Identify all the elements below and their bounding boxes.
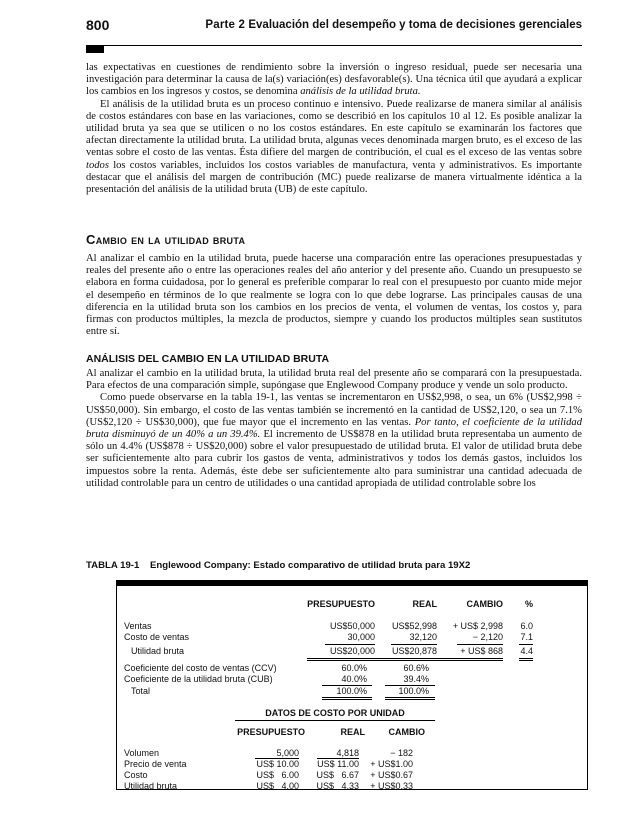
unit-volumen-presupuesto: 5,000 (276, 748, 299, 758)
subsection-heading: ANÁLISIS DEL CAMBIO EN LA UTILIDAD BRUTA (86, 353, 330, 365)
page-header (86, 17, 582, 43)
cell-cub-presupuesto: 40.0% (341, 674, 367, 684)
row-label-utilidad-bruta: Utilidad bruta (131, 646, 185, 656)
rule (385, 697, 435, 698)
rule (375, 660, 437, 661)
unit-header-real: REAL (340, 727, 365, 737)
col-header-real: REAL (412, 599, 437, 609)
unit-data-title: DATOS DE COSTO POR UNIDAD (265, 708, 405, 718)
term-italic: análisis de la utilidad bruta. (300, 86, 421, 98)
unit-precio-real: US$ 11.00 (317, 759, 359, 769)
unit-costo-presupuesto: US$ 6.00 (256, 770, 299, 780)
gross-profit-table (116, 580, 588, 790)
section-heading: Cambio en la utilidad bruta (86, 232, 246, 247)
rule (519, 644, 533, 645)
unit-costo-real: US$ 6.67 (316, 770, 359, 780)
unit-utilidad-cambio: + US$0.33 (370, 781, 413, 791)
row-label-total: Total (131, 686, 151, 696)
unit-row-label-utilidad: Utilidad bruta (124, 781, 178, 791)
row-label-ccv: Coeficiente del costo de ventas (CCV) (124, 663, 277, 673)
paragraph-5: Como puede observarse en la tabla 19-1, las ventas se incrementaron en US$2,998, o sea, un 6% (US$2,998 ÷ US$50,000). Sin embargo, el costo de las ventas también se incrementó en la cantidad de US$2,120, o sea un 7.1% (US$2,120 ÷ US$30,000), que fue mayor que el incremento en las ventas. Por tanto, el coeficiente de la utilidad bruta disminuyó de un 40% a un 39.4%. El incremento de US$878 en la utilidad bruta representaba un aumento de sólo un 4.4% (US$878 ÷ US$20,000) sobre el valor presupuestado de utilidad bruta. El valor de utilidad bruta debe ser suficientemente alto para cubrir los gastos de venta, administrativos y todos los demás gastos, incluidos los impuestos sobre la renta. Además, éste debe ser suficientemente alto para suministrar una cantidad adecuada de utilidad controlable para un centro de utilidades o una cantidad apropiada de utilidad controlable sobre los (86, 392, 583, 489)
page-number: 800 (86, 17, 110, 33)
header-rule (86, 45, 582, 46)
rule (519, 658, 533, 659)
cell-cub-real: 39.4% (403, 674, 429, 684)
cell-ub-real: US$20,878 (391, 646, 437, 656)
cell-ventas-pct: 6.0 (520, 621, 533, 631)
unit-utilidad-presupuesto: US$ 4.00 (256, 781, 299, 791)
subsection-text (86, 368, 582, 490)
paragraph-2: El análisis de la utilidad bruta es un proceso continuo e intensivo. Puede realizarse de manera similar al análisis de costos estándares con base en las variaciones, como se describió en los capítulos 10 al 12. Es posible analizar la utilidad bruta ya sea que se utilicen o no los costos estándares. En este capítulo se examinarán los factores que afectan directamente la utilidad bruta. La utilidad bruta, algunas veces denominada margen bruto, es el exceso de las ventas sobre el costo de las ventas. Ésta difiere del margen de contribución, el cual es el exceso de las ventas sobre todos los costos variables, incluidos los costos variables de manufactura, venta y administrativos. Es importante destacar que el análisis del margen de contribución (MC) puede realizarse de manera virtualmente idéntica a la presentación del análisis de la utilidad bruta (UB) de este capítulo. (86, 98, 582, 196)
header-marker (86, 45, 104, 53)
unit-row-label-costo: Costo (124, 770, 148, 780)
unit-row-label-volumen: Volumen (124, 748, 160, 758)
rule (307, 658, 375, 659)
unit-volumen-real: 4,818 (336, 748, 359, 758)
col-header-cambio: CAMBIO (466, 599, 503, 609)
unit-precio-cambio: + US$1.00 (370, 759, 413, 769)
cell-total-presupuesto: 100.0% (336, 686, 367, 696)
unit-precio-presupuesto: US$ 10.00 (256, 759, 299, 769)
cell-costo-presupuesto: 30,000 (347, 632, 375, 642)
cell-costo-real: 32,120 (409, 632, 437, 642)
rule (437, 658, 503, 659)
paragraph-1: las expectativas en cuestiones de rendimiento sobre la inversión o ingreso residual, puede ser necesaria una investigación para determinar la causa de la(s) variación(es) desfavorable(s). Una técnica útil que ayudará a explicar los cambios en los ingresos y costos, se denomina análisis de la utilidad bruta. (86, 62, 582, 98)
section-text (86, 253, 582, 338)
row-label-costo-ventas: Costo de ventas (124, 632, 190, 642)
cell-ventas-cambio: + US$ 2,998 (452, 621, 503, 631)
rule (457, 644, 503, 645)
unit-header-cambio: CAMBIO (388, 727, 425, 737)
running-title (205, 19, 582, 31)
table-top-bar (117, 581, 587, 586)
paragraph-3: Al analizar el cambio en la utilidad bruta, puede hacerse una comparación entre las operaciones presupuestadas y reales del presente año o entre las operaciones reales del año anterior y del presente año. Cuando un presupuesto se elabora en forma cuidadosa, por lo general es preferible comparar lo real con el presupuesto por cuanto mide mejor el desempeño en términos de lo que realmente se logra con lo que debe lograrse. Las principales causas de una diferencia en la utilidad bruta son los cambios en los precios de venta, el volumen de ventas, los costos y, para firmas con productos múltiples, la mezcla de productos, siempre y cuando los productos múltiples sean sustitutos entre sí. (86, 253, 582, 338)
col-header-pct: % (524, 599, 533, 609)
table-title: Englewood Company: Estado comparativo de utilidad bruta para 19X2 (149, 560, 471, 571)
rule (235, 720, 435, 721)
paragraph-4: Al analizar el cambio en la utilidad bruta, la utilidad bruta real del presente año se comparará con la presupuestada. Para efectos de una comparación simple, supóngase que Englewood Company produce y vende un solo producto. (86, 368, 582, 392)
table-caption (86, 560, 470, 571)
cell-ub-pct: 4.4 (520, 646, 533, 656)
cell-ccv-presupuesto: 60.0% (341, 663, 367, 673)
unit-volumen-cambio: − 182 (390, 748, 413, 758)
unit-header-presupuesto: PRESUPUESTO (237, 727, 305, 737)
rule (519, 660, 533, 661)
rule (322, 699, 372, 700)
cell-costo-cambio: − 2,120 (472, 632, 503, 642)
unit-costo-cambio: + US$0.67 (370, 770, 413, 780)
unit-utilidad-real: US$ 4.33 (316, 781, 359, 791)
rule (307, 660, 375, 661)
cell-ventas-presupuesto: US$50,000 (329, 621, 375, 631)
rule (391, 644, 437, 645)
row-label-cub: Coeficiente de la utilidad bruta (CUB) (124, 674, 273, 684)
cell-ub-cambio: + US$ 868 (460, 646, 503, 656)
rule (385, 699, 435, 700)
cell-costo-pct: 7.1 (520, 632, 533, 642)
part-title: Evaluación del desempeño y toma de decisiones gerenciales (248, 19, 582, 31)
table-label: TABLA 19-1 (86, 560, 140, 571)
cell-ccv-real: 60.6% (403, 663, 429, 673)
row-label-ventas: Ventas (124, 621, 152, 631)
rule (375, 658, 437, 659)
cell-ventas-real: US$52,998 (391, 621, 437, 631)
unit-row-label-precio: Precio de venta (124, 759, 187, 769)
rule (437, 660, 503, 661)
cell-ub-presupuesto: US$20,000 (329, 646, 375, 656)
rule (325, 644, 375, 645)
cell-total-real: 100.0% (398, 686, 429, 696)
rule (322, 697, 372, 698)
intro-section (86, 62, 582, 196)
col-header-presupuesto: PRESUPUESTO (307, 599, 375, 609)
part-label: Parte 2 (205, 19, 246, 31)
